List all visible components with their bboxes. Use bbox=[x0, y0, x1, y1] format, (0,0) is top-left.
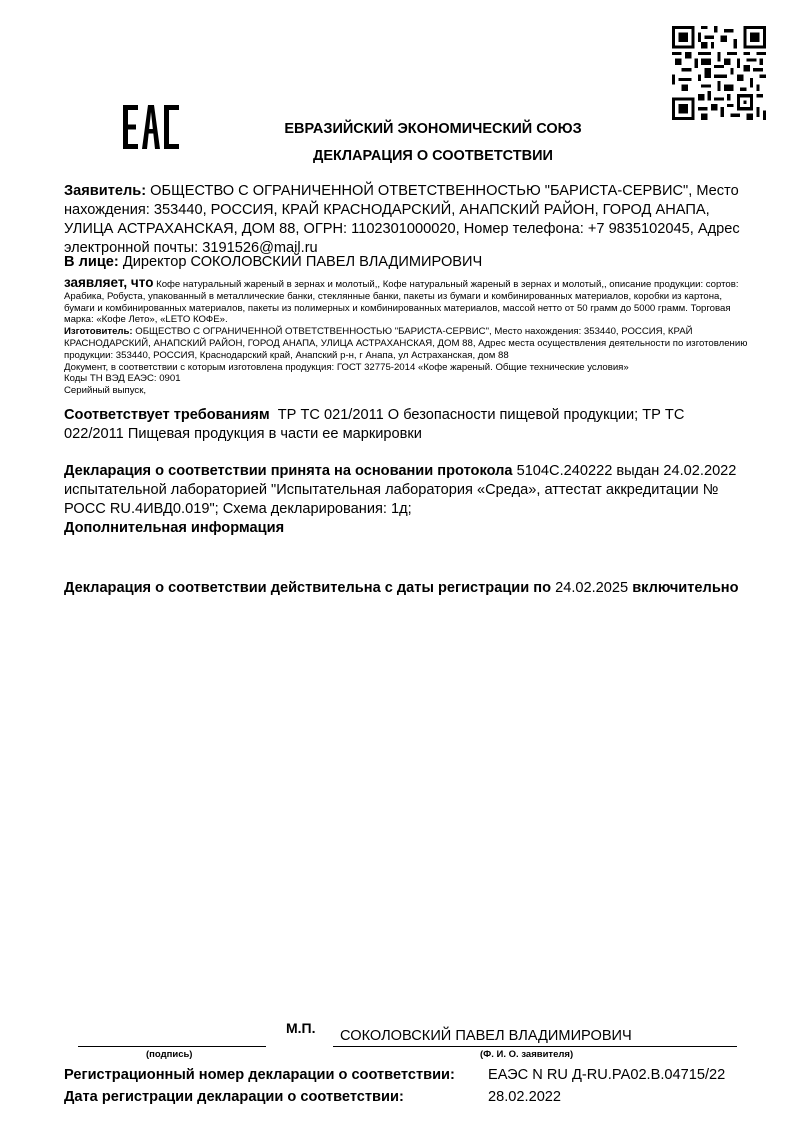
person-label: В лице: bbox=[64, 254, 119, 270]
standard-document: Документ, в соответствии с которым изготовлена продукция: ГОСТ 32775-2014 «Кофе жареный. Общие технические условия» bbox=[64, 361, 629, 373]
name-caption: (Ф. И. О. заявителя) bbox=[480, 1049, 574, 1060]
complies-text: ТР ТС 021/2011 О безопасности пищевой продукции; ТР ТС 022/2011 Пищевая продукция в части ее маркировки bbox=[64, 407, 685, 442]
registration-date: 28.02.2022 bbox=[488, 1089, 562, 1105]
applicant-label: Заявитель: bbox=[64, 183, 147, 199]
validity-suffix: включительно bbox=[632, 580, 739, 596]
basis-text: 5104С.240222 выдан 24.02.2022 испытательной лабораторией "Испытательная лаборатория «Среда», аттестат аккредитации № РОСС RU.4ИВД0.019"; Схема декларирования: 1д; bbox=[64, 463, 737, 517]
registration-number: ЕАЭС N RU Д-RU.РА02.В.04715/22 bbox=[488, 1067, 726, 1083]
basis-label: Декларация о соответствии принята на основании протокола bbox=[64, 463, 513, 479]
manufacturer bbox=[64, 326, 754, 361]
signature-line bbox=[78, 1046, 266, 1047]
basis-block bbox=[64, 462, 744, 519]
name-line bbox=[333, 1046, 737, 1047]
person-text: Директор СОКОЛОВСКИЙ ПАВЕЛ ВЛАДИМИРОВИЧ bbox=[122, 254, 483, 270]
stamp-place-label: М.П. bbox=[286, 1020, 316, 1036]
union-title: ЕВРАЗИЙСКИЙ ЭКОНОМИЧЕСКИЙ СОЮЗ bbox=[284, 121, 582, 137]
additional-info-label: Дополнительная информация bbox=[64, 520, 285, 536]
signature-caption: (подпись) bbox=[146, 1049, 193, 1060]
manufacturer-label: Изготовитель: bbox=[64, 326, 133, 338]
complies-label: Соответствует требованиям bbox=[64, 407, 270, 423]
declares-block bbox=[64, 277, 754, 397]
declares-text: Кофе натуральный жареный в зернах и молотый,, Кофе натуральный жареный в зернах и молотый,, описание продукции: сортов: Арабика, Робуста, упакованный в металлические банки, стеклянные банки, пакеты из бумаги и комбинированных материалов, коробки из картона, бумаги и комбинированных материалов, пакеты из полимерных и комбинированных материалов, массой нетто от 50 грамм до 5000 грамм. Торговая марка: «Кофе Лето», «LETO КОФЕ». bbox=[64, 279, 739, 326]
applicant-block bbox=[64, 182, 744, 258]
person-block bbox=[64, 253, 744, 272]
registration-date-label: Дата регистрации декларации о соответствии: bbox=[64, 1089, 404, 1105]
registration-number-label: Регистрационный номер декларации о соответствии: bbox=[64, 1067, 455, 1083]
complies-block bbox=[64, 406, 744, 444]
validity-block bbox=[64, 579, 744, 598]
hs-codes: Коды ТН ВЭД ЕАЭС: 0901 bbox=[64, 373, 181, 385]
document-title: ДЕКЛАРАЦИЯ О СООТВЕТСТВИИ bbox=[313, 148, 553, 164]
validity-label: Декларация о соответствии действительна с даты регистрации по bbox=[64, 580, 552, 596]
qr-code bbox=[672, 26, 766, 120]
applicant-text: ОБЩЕСТВО С ОГРАНИЧЕННОЙ ОТВЕТСТВЕННОСТЬЮ "БАРИСТА-СЕРВИС", Место нахождения: 353440, РОССИЯ, КРАЙ КРАСНОДАРСКИЙ, АНАПСКИЙ РАЙОН, ГОРОД АНАПА, УЛИЦА АСТРАХАНСКАЯ, ДОМ 88, ОГРН: 1102301000020, Номер телефона: +7 9835102045, Адрес электронной почты: 3191526@mail.ru bbox=[64, 183, 740, 256]
validity-date: 24.02.2025 bbox=[555, 580, 629, 596]
applicant-name: СОКОЛОВСКИЙ ПАВЕЛ ВЛАДИМИРОВИЧ bbox=[340, 1028, 632, 1044]
product-description bbox=[64, 277, 754, 326]
manufacturer-text: ОБЩЕСТВО С ОГРАНИЧЕННОЙ ОТВЕТСТВЕННОСТЬЮ "БАРИСТА-СЕРВИС", Место нахождения: 353440, РОССИЯ, КРАЙ КРАСНОДАРСКИЙ, АНАПСКИЙ РАЙОН, ГОРОД АНАПА, УЛИЦА АСТРАХАНСКАЯ, ДОМ 88, Адрес места осуществления деятельности по изготовлению продукции: 353440, РОССИЯ, Краснодарский край, Анапский р-н, г Анапа, ул Астраханская, дом 88 bbox=[64, 326, 748, 361]
declares-label: заявляет, что bbox=[64, 275, 154, 290]
serial-release: Серийный выпуск, bbox=[64, 385, 147, 397]
